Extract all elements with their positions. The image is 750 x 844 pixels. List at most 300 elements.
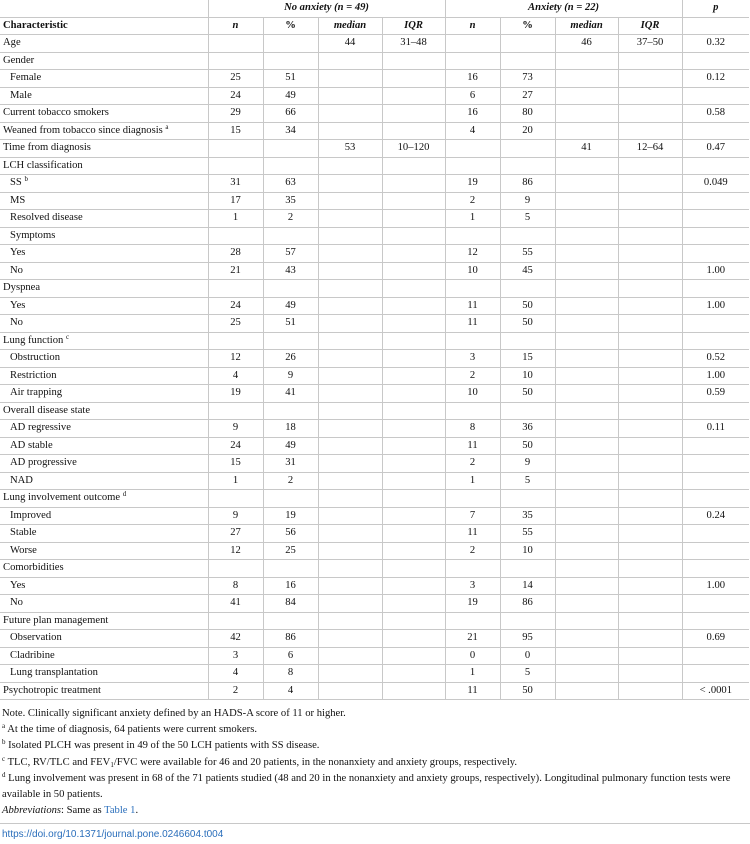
table-cell	[618, 70, 682, 88]
table-cell	[500, 227, 555, 245]
table-cell: 6	[445, 87, 500, 105]
table-cell	[382, 297, 445, 315]
table-cell: 17	[208, 192, 263, 210]
table-cell: 19	[208, 385, 263, 403]
table-body	[0, 35, 749, 700]
table-cell	[682, 210, 749, 228]
table-cell	[555, 227, 618, 245]
table-cell: 55	[500, 525, 555, 543]
table-cell: 36	[500, 420, 555, 438]
table-cell: 14	[500, 577, 555, 595]
row-label: AD progressive	[0, 455, 208, 473]
table-cell	[445, 140, 500, 158]
table-cell: 45	[500, 262, 555, 280]
table-cell	[208, 35, 263, 53]
table-cell	[382, 595, 445, 613]
table-cell: 55	[500, 245, 555, 263]
table-cell	[263, 280, 318, 298]
table-cell: < .0001	[682, 682, 749, 700]
table-cell	[318, 542, 382, 560]
table-1-link[interactable]: Table 1	[104, 805, 136, 817]
table-cell: 11	[445, 437, 500, 455]
table-cell	[555, 560, 618, 578]
table-cell	[445, 227, 500, 245]
row-label: Female	[0, 70, 208, 88]
table-row	[0, 122, 749, 140]
table-cell	[500, 332, 555, 350]
table-cell: 1	[445, 665, 500, 683]
table-cell: 19	[445, 175, 500, 193]
table-cell	[555, 647, 618, 665]
table-cell: 57	[263, 245, 318, 263]
table-cell	[318, 612, 382, 630]
table-cell: 1.00	[682, 367, 749, 385]
table-cell	[208, 560, 263, 578]
table-cell	[618, 525, 682, 543]
table-cell: 31	[208, 175, 263, 193]
table-cell	[382, 315, 445, 333]
table-cell	[682, 490, 749, 508]
table-cell	[555, 420, 618, 438]
abbreviations-note: Abbreviations: Same as Table 1.	[2, 805, 139, 817]
footnote-a: $^a$ At the time of diagnosis, 64 patients were current smokers.	[2, 722, 257, 736]
table-cell	[555, 525, 618, 543]
table-cell	[555, 612, 618, 630]
table-cell: 1	[445, 472, 500, 490]
table-row	[0, 157, 749, 175]
table-cell	[208, 612, 263, 630]
table-cell	[682, 315, 749, 333]
table-cell	[555, 245, 618, 263]
table-cell	[445, 612, 500, 630]
row-label: Comorbidities	[0, 560, 208, 578]
table-cell	[382, 542, 445, 560]
table-cell	[682, 455, 749, 473]
table-cell: 86	[263, 630, 318, 648]
table-row	[0, 315, 749, 333]
table-cell	[618, 455, 682, 473]
p-header-blank	[682, 17, 749, 35]
table-cell	[682, 227, 749, 245]
table-cell	[318, 262, 382, 280]
table-cell	[555, 577, 618, 595]
column-header-row	[0, 17, 749, 35]
table-row	[0, 70, 749, 88]
table-cell	[682, 157, 749, 175]
row-label: Lung function $^c$	[0, 332, 208, 350]
table-cell: 51	[263, 70, 318, 88]
row-label: No	[0, 595, 208, 613]
table-cell: 41	[555, 140, 618, 158]
table-cell	[382, 647, 445, 665]
table-cell: 50	[500, 437, 555, 455]
table-notes	[2, 706, 742, 819]
table-cell	[382, 87, 445, 105]
table-cell	[318, 350, 382, 368]
table-cell: 0.59	[682, 385, 749, 403]
table-cell	[318, 227, 382, 245]
row-label: Yes	[0, 297, 208, 315]
pct-header: %	[263, 17, 318, 35]
row-label: Weaned from tobacco since diagnosis $^a$	[0, 122, 208, 140]
table-cell	[318, 560, 382, 578]
table-cell	[618, 350, 682, 368]
table-cell	[318, 525, 382, 543]
table-cell	[318, 385, 382, 403]
table-cell: 2	[445, 542, 500, 560]
table-row	[0, 367, 749, 385]
table-cell	[618, 210, 682, 228]
table-cell	[263, 52, 318, 70]
table-cell	[318, 437, 382, 455]
table-cell	[382, 192, 445, 210]
table-row	[0, 577, 749, 595]
table-cell: 0	[445, 647, 500, 665]
table-cell	[263, 140, 318, 158]
table-cell: 49	[263, 87, 318, 105]
table-cell	[682, 402, 749, 420]
table-cell	[382, 105, 445, 123]
table-cell: 29	[208, 105, 263, 123]
table-cell	[318, 595, 382, 613]
table-cell	[318, 192, 382, 210]
table-cell: 2	[445, 192, 500, 210]
table-cell: 5	[500, 472, 555, 490]
table-cell	[682, 192, 749, 210]
table-cell	[208, 52, 263, 70]
table-cell	[208, 402, 263, 420]
row-label: Overall disease state	[0, 402, 208, 420]
table-cell	[555, 542, 618, 560]
table-cell	[682, 560, 749, 578]
table-cell: 27	[500, 87, 555, 105]
table-row	[0, 402, 749, 420]
table-row	[0, 140, 749, 158]
table-cell	[555, 192, 618, 210]
table-cell: 50	[500, 682, 555, 700]
table-row	[0, 175, 749, 193]
table-cell	[555, 402, 618, 420]
table-cell: 21	[445, 630, 500, 648]
table-cell	[555, 385, 618, 403]
table-cell	[263, 490, 318, 508]
table-cell	[682, 665, 749, 683]
row-label: Restriction	[0, 367, 208, 385]
divider	[0, 823, 750, 824]
table-cell: 0.69	[682, 630, 749, 648]
table-cell	[263, 612, 318, 630]
row-label: Future plan management	[0, 612, 208, 630]
table-cell: 0.049	[682, 175, 749, 193]
table-cell: 0.47	[682, 140, 749, 158]
table-cell	[618, 52, 682, 70]
table-cell: 15	[500, 350, 555, 368]
pct-header: %	[500, 17, 555, 35]
table-cell	[682, 472, 749, 490]
table-cell	[618, 315, 682, 333]
table-row	[0, 560, 749, 578]
table-cell	[555, 175, 618, 193]
table-cell	[618, 105, 682, 123]
table-cell	[618, 595, 682, 613]
table-cell	[382, 402, 445, 420]
note-text: Note. Clinically significant anxiety defined by an HADS-A score of 11 or higher.	[2, 708, 346, 719]
table-row	[0, 630, 749, 648]
table-cell	[555, 665, 618, 683]
table-cell	[263, 402, 318, 420]
table-cell	[500, 402, 555, 420]
table-cell: 49	[263, 297, 318, 315]
table-cell: 21	[208, 262, 263, 280]
table-cell	[382, 367, 445, 385]
table-cell	[318, 490, 382, 508]
group-anxiety: Anxiety (n = 22)	[445, 0, 682, 17]
table-cell	[555, 437, 618, 455]
table-cell: 0.12	[682, 70, 749, 88]
table-cell: 12–64	[618, 140, 682, 158]
table-row	[0, 105, 749, 123]
table-cell: 80	[500, 105, 555, 123]
table-cell	[318, 472, 382, 490]
table-cell: 2	[445, 455, 500, 473]
table-cell: 0.24	[682, 507, 749, 525]
table-cell: 1	[208, 472, 263, 490]
row-label: Obstruction	[0, 350, 208, 368]
row-label: No	[0, 262, 208, 280]
table-row	[0, 665, 749, 683]
table-cell	[500, 140, 555, 158]
table-row	[0, 612, 749, 630]
table-cell	[318, 367, 382, 385]
row-label: LCH classification	[0, 157, 208, 175]
table-cell	[682, 612, 749, 630]
table-row	[0, 472, 749, 490]
row-label: Dyspnea	[0, 280, 208, 298]
table-cell	[382, 385, 445, 403]
table-cell	[208, 140, 263, 158]
table-cell: 11	[445, 525, 500, 543]
table-cell: 11	[445, 315, 500, 333]
table-cell: 9	[208, 507, 263, 525]
table-cell	[263, 332, 318, 350]
table-cell: 46	[555, 35, 618, 53]
table-cell	[318, 245, 382, 263]
table-cell: 56	[263, 525, 318, 543]
header-spacer	[0, 0, 208, 17]
row-label: Resolved disease	[0, 210, 208, 228]
table-cell	[618, 227, 682, 245]
table-cell: 0.58	[682, 105, 749, 123]
table-cell: 35	[500, 507, 555, 525]
row-label: Worse	[0, 542, 208, 560]
table-cell	[318, 455, 382, 473]
table-cell	[318, 280, 382, 298]
row-label: Stable	[0, 525, 208, 543]
table-cell: 28	[208, 245, 263, 263]
table-cell: 12	[208, 542, 263, 560]
row-label: Psychotropic treatment	[0, 682, 208, 700]
table-cell	[318, 87, 382, 105]
table-row	[0, 87, 749, 105]
iqr-header: IQR	[382, 17, 445, 35]
row-label: MS	[0, 192, 208, 210]
table-cell	[382, 175, 445, 193]
table-cell: 34	[263, 122, 318, 140]
table-cell: 86	[500, 175, 555, 193]
table-cell: 31	[263, 455, 318, 473]
table-cell	[682, 437, 749, 455]
table-cell	[682, 647, 749, 665]
table-cell	[555, 87, 618, 105]
table-cell	[208, 280, 263, 298]
table-row	[0, 595, 749, 613]
table-cell: 2	[263, 472, 318, 490]
table-cell: 8	[263, 665, 318, 683]
table-cell: 20	[500, 122, 555, 140]
table-cell	[555, 315, 618, 333]
table-cell	[382, 122, 445, 140]
table-cell: 4	[208, 665, 263, 683]
table-cell	[555, 595, 618, 613]
table-cell: 44	[318, 35, 382, 53]
table-cell	[318, 630, 382, 648]
table-cell: 51	[263, 315, 318, 333]
table-cell	[618, 560, 682, 578]
row-label: Symptoms	[0, 227, 208, 245]
characteristic-header: Characteristic	[0, 17, 208, 35]
table-cell: 4	[263, 682, 318, 700]
table-cell	[318, 402, 382, 420]
table-cell	[382, 70, 445, 88]
table-cell	[382, 332, 445, 350]
table-row	[0, 297, 749, 315]
table-cell	[382, 577, 445, 595]
table-cell	[318, 420, 382, 438]
table-cell	[618, 122, 682, 140]
table-cell	[555, 682, 618, 700]
n-header: n	[208, 17, 263, 35]
table-row	[0, 420, 749, 438]
table-cell: 86	[500, 595, 555, 613]
table-cell	[208, 227, 263, 245]
doi-link[interactable]: https://doi.org/10.1371/journal.pone.0246604.t004	[2, 829, 224, 840]
table-cell	[382, 437, 445, 455]
table-cell: 8	[208, 577, 263, 595]
table-row	[0, 385, 749, 403]
table-cell	[445, 560, 500, 578]
table-cell	[318, 332, 382, 350]
table-cell: 4	[208, 367, 263, 385]
table-row	[0, 647, 749, 665]
table-cell	[382, 525, 445, 543]
table-cell: 0.52	[682, 350, 749, 368]
table-cell	[682, 542, 749, 560]
table-cell: 16	[445, 70, 500, 88]
table-cell	[618, 402, 682, 420]
table-cell	[555, 52, 618, 70]
table-cell: 42	[208, 630, 263, 648]
table-cell	[618, 507, 682, 525]
row-label: AD stable	[0, 437, 208, 455]
table-row	[0, 525, 749, 543]
row-label: Improved	[0, 507, 208, 525]
table-cell: 50	[500, 297, 555, 315]
table-cell	[382, 507, 445, 525]
table-cell	[555, 507, 618, 525]
table-cell	[618, 262, 682, 280]
row-label: SS $^b$	[0, 175, 208, 193]
row-label: Gender	[0, 52, 208, 70]
table-cell	[208, 490, 263, 508]
table-cell: 9	[500, 192, 555, 210]
row-label: Yes	[0, 245, 208, 263]
row-label: Age	[0, 35, 208, 53]
table-cell	[555, 472, 618, 490]
table-cell	[682, 87, 749, 105]
table-cell	[618, 490, 682, 508]
footnote-b: $^b$ Isolated PLCH was present in 49 of the 50 LCH patients with SS disease.	[2, 738, 320, 752]
table-cell	[382, 682, 445, 700]
table-cell	[555, 455, 618, 473]
table-cell	[682, 595, 749, 613]
table-row	[0, 210, 749, 228]
table-row	[0, 245, 749, 263]
table-cell: 50	[500, 315, 555, 333]
table-cell	[555, 297, 618, 315]
table-cell: 9	[263, 367, 318, 385]
table-cell: 10–120	[382, 140, 445, 158]
table-cell: 25	[208, 315, 263, 333]
table-cell	[318, 105, 382, 123]
table-cell	[208, 157, 263, 175]
table-row	[0, 437, 749, 455]
table-cell: 37–50	[618, 35, 682, 53]
table-row	[0, 262, 749, 280]
table-cell: 3	[208, 647, 263, 665]
table-cell: 8	[445, 420, 500, 438]
table-row	[0, 455, 749, 473]
table-cell: 0.11	[682, 420, 749, 438]
table-cell	[445, 280, 500, 298]
table-row	[0, 332, 749, 350]
table-cell: 10	[445, 262, 500, 280]
table-cell	[318, 647, 382, 665]
table-cell	[263, 227, 318, 245]
table-cell	[382, 262, 445, 280]
table-row	[0, 35, 749, 53]
table-cell: 3	[445, 577, 500, 595]
table-cell	[318, 665, 382, 683]
footnote-c: $^c$ TLC, RV/TLC and $FEV_1$/FVC were available for 46 and 20 patients, in the nonanxiety and anxiety groups, respectively.	[2, 754, 518, 769]
table-cell	[618, 420, 682, 438]
table-cell	[382, 52, 445, 70]
table-cell: 24	[208, 87, 263, 105]
row-label: Observation	[0, 630, 208, 648]
table-cell	[555, 367, 618, 385]
table-cell: 73	[500, 70, 555, 88]
table-cell: 0.32	[682, 35, 749, 53]
table-cell	[555, 490, 618, 508]
iqr-header: IQR	[618, 17, 682, 35]
table-cell	[445, 402, 500, 420]
row-label: Lung involvement outcome $^d$	[0, 490, 208, 508]
row-label: Air trapping	[0, 385, 208, 403]
table-cell	[618, 280, 682, 298]
table-cell	[382, 612, 445, 630]
row-label: No	[0, 315, 208, 333]
table-cell	[382, 280, 445, 298]
row-label: Male	[0, 87, 208, 105]
